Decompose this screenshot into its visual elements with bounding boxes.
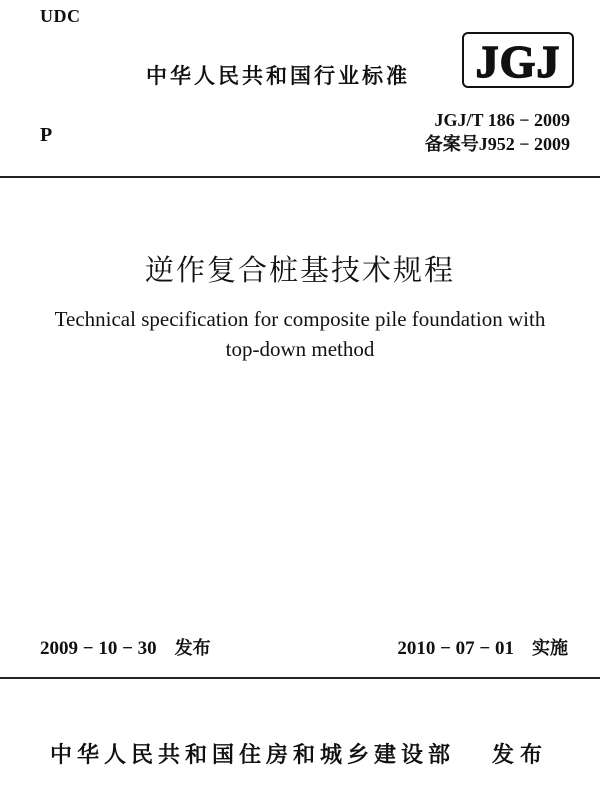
effective-label: 实施: [532, 638, 568, 659]
standard-category: 中华人民共和国行业标准: [146, 64, 410, 88]
record-number: 备案号J952 − 2009: [424, 134, 570, 154]
issue-date: 2009 − 10 − 30: [40, 638, 157, 659]
title-english: [20, 304, 580, 364]
title-english-line1: Technical specification for composite pile foundation with: [54, 307, 546, 331]
standard-number-block: [425, 108, 570, 156]
issue-date-block: [40, 634, 211, 660]
effective-date-block: [397, 634, 568, 660]
title-chinese: 逆作复合桩基技术规程: [144, 253, 455, 287]
title-english-line2: top-down method: [225, 337, 375, 361]
udc-label: UDC: [40, 6, 81, 26]
publisher-label: 发布: [491, 743, 548, 768]
classification-code: P: [40, 124, 53, 146]
effective-date: 2010 − 07 − 01: [397, 638, 514, 659]
issue-label: 发布: [174, 638, 211, 659]
top-divider: [0, 176, 600, 178]
bottom-divider: [0, 677, 600, 679]
jgj-logo: [462, 32, 574, 88]
standard-number: JGJ/T 186 − 2009: [434, 110, 570, 130]
jgj-logo-text: JGJ: [475, 36, 561, 87]
publisher-name: 中华人民共和国住房和城乡建设部: [50, 743, 456, 768]
